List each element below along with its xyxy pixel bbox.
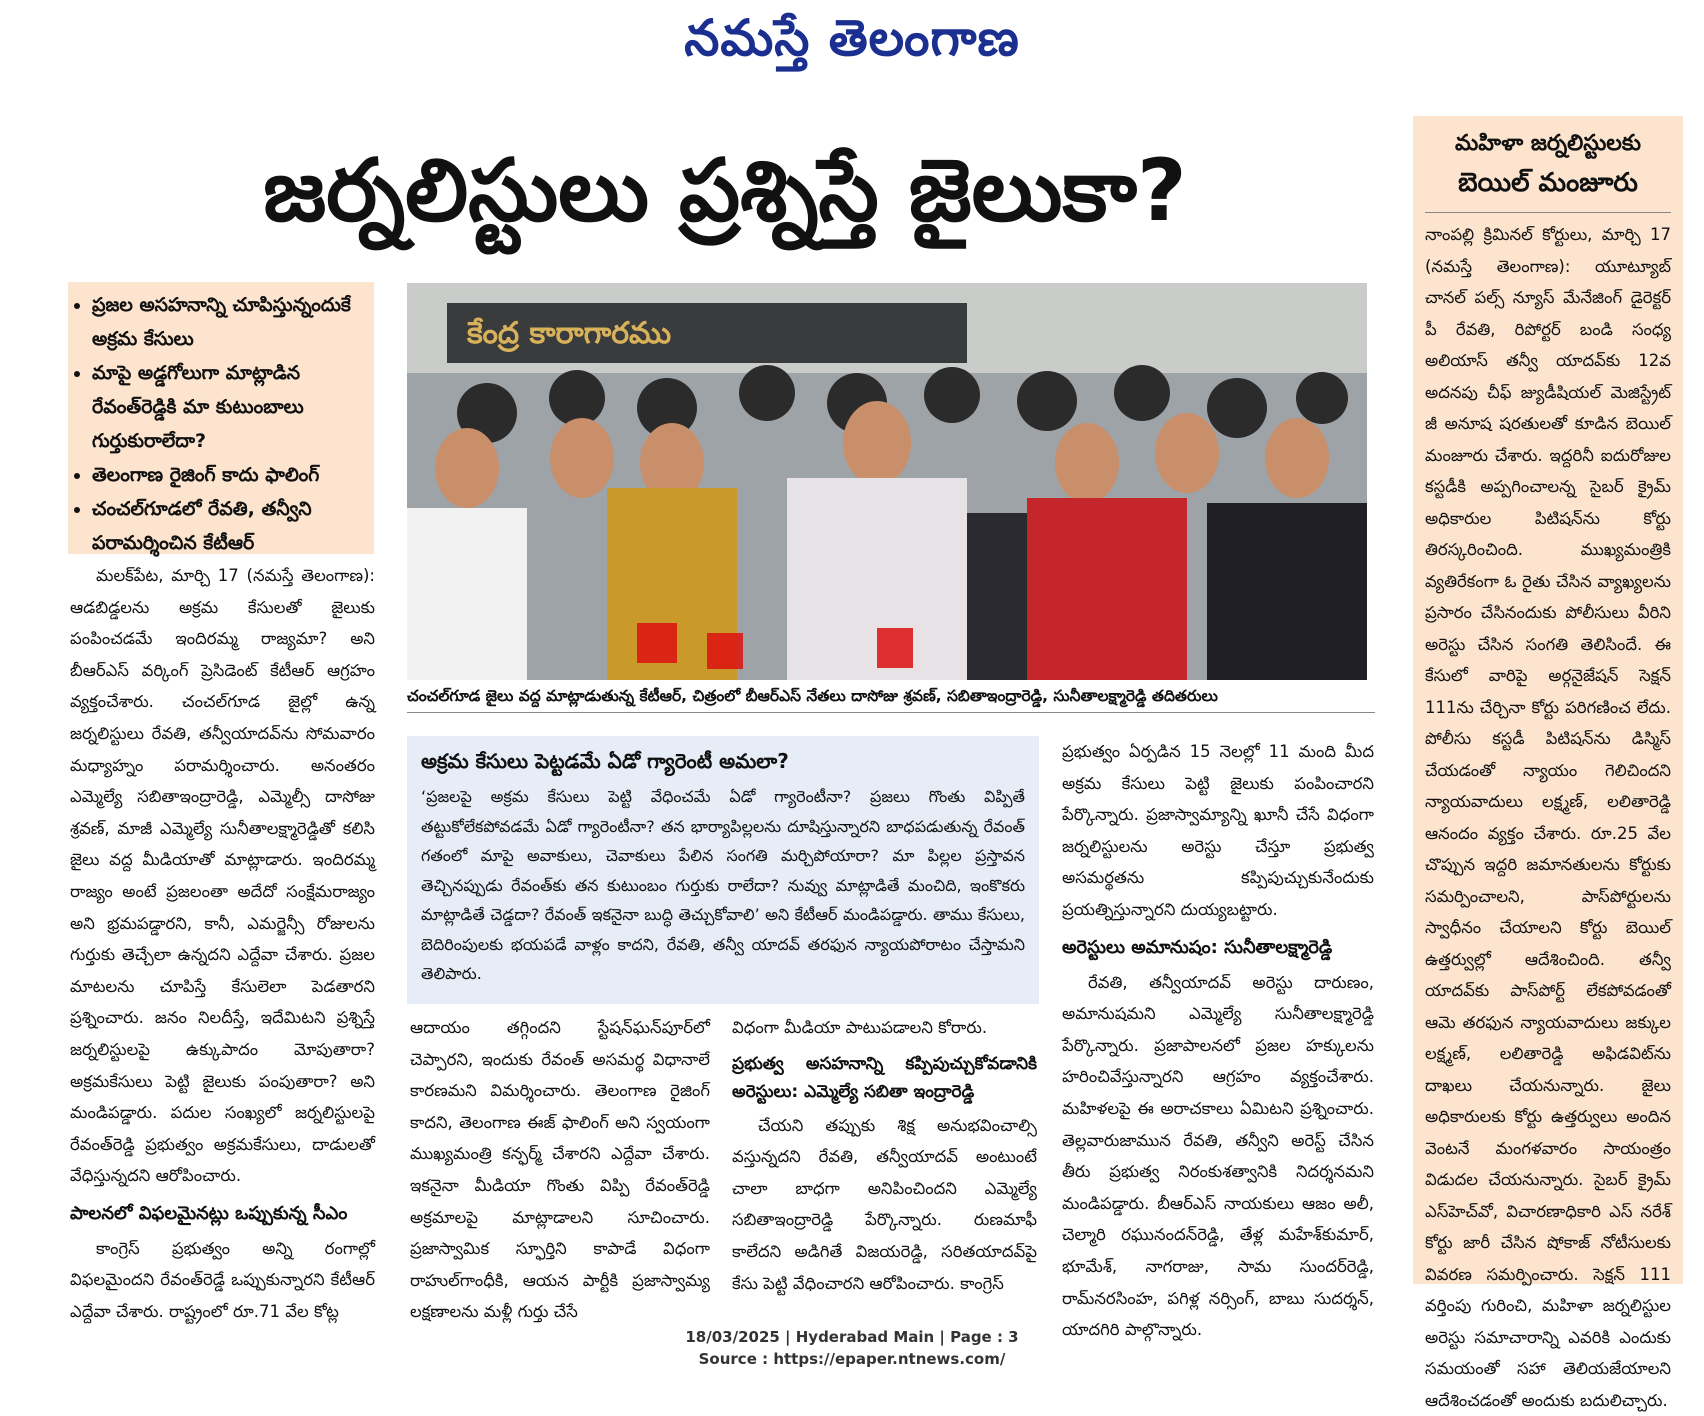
article-subhead: అరెస్టులు అమానుషం: సునీతాలక్ష్మారెడ్డి bbox=[1062, 936, 1333, 958]
article-column-1 bbox=[70, 560, 375, 1322]
photo-caption: చంచల్‌గూడ జైలు వద్ద మాట్లాడుతున్న కేటీఆర్, చిత్రంలో బీఆర్‌ఎస్ నేతలు దాసోజు శ్రవణ్, సబితాఇంద్రారెడ్డి, సునీతాలక్ష్మారెడ్డి తదితరులు bbox=[407, 687, 1218, 705]
sidebar-article bbox=[1413, 116, 1683, 1410]
highlights-list bbox=[76, 288, 366, 560]
newspaper-masthead: నమస్తే తెలంగాణ bbox=[684, 8, 1020, 67]
article-column-4 bbox=[1062, 736, 1374, 1340]
photo-illustration bbox=[407, 283, 1367, 680]
article-paragraph: మలక్‌పేట, మార్చి 17 (నమస్తే తెలంగాణ): ఆడబిడ్డలను అక్రమ కేసులతో జైలుకు పంపించడమే ఇందిరమ్మ రాజ్యమా? అని బీఆర్‌ఎస్ వర్కింగ్ ప్రెసిడెంట్ కేటీఆర్ ఆగ్రహం వ్యక్తంచేశారు. చంచల్‌గూడ జైల్లో ఉన్న జర్నలిస్టులు రేవతి, తన్వీయాదవ్‌ను సోమవారం మధ్యాహ్నం పరామర్శించారు. అనంతరం ఎమ్మెల్యే సబితాఇంద్రారెడ్డి, ఎమ్మెల్సీ దాసోజు శ్రవణ్, మాజీ ఎమ్మెల్యే సునీతాలక్ష్మారెడ్డితో కలిసి జైలు వద్ద మీడియాతో మాట్లాడారు. ఇందిరమ్మ రాజ్యం అంటే ప్రజలంతా అదేదో సంక్షేమరాజ్యం అని భ్రమపడ్డారని, కానీ, ఎమర్జెన్సీ రోజులను గుర్తుకు తెచ్చేలా ఉన్నదని ఎద్దేవా చేశారు. ప్రజల మాటలను చూపిస్తే కేసులెలా పెడతారని ప్రశ్నించారు. జనం నిలదీస్తే, ఇదేమిటని ప్రశ్నిస్తే జర్నలిస్టులపై ఉక్కుపాదం మోపుతారా? అక్రమకేసులు పెట్టి జైలుకు పంపుతారా? అని మండిపడ్డారు. పదుల సంఖ్యలో జర్నలిస్టులపై రేవంత్‌రెడ్డి ప్రభుత్వం అక్రమకేసులు, దాడులతో వేధిస్తున్నదని ఆరోపించారు. bbox=[70, 566, 375, 1186]
article-paragraph: కాంగ్రెస్ ప్రభుత్వం అన్ని రంగాల్లో విఫలమైందని రేవంత్‌రెడ్డే ఒప్పుకున్నారని కేటీఆర్ ఎద్దేవా చేశారు. రాష్ట్రంలో రూ.71 వేల కోట్ల bbox=[70, 1238, 375, 1322]
caption-divider bbox=[407, 712, 1375, 713]
highlight-item: • తెలంగాణ రైజింగ్ కాదు ఫాలింగ్ bbox=[92, 458, 366, 492]
quote-box bbox=[407, 736, 1039, 1004]
page-footer bbox=[0, 1326, 1704, 1370]
highlight-item: • ప్రజల అసహనాన్ని చూపిస్తున్నందుకే అక్రమ కేసులు bbox=[92, 288, 366, 356]
sidebar-heading-2: బెయిల్ మంజూరు bbox=[1458, 168, 1638, 198]
footer-date-edition: 18/03/2025 | Hyderabad Main | Page : 3 bbox=[685, 1328, 1019, 1346]
quote-box-title: అక్రమ కేసులు పెట్టడమే ఏడో గ్యారెంటీ అమలా? bbox=[421, 749, 789, 773]
highlight-item: • మాపై అడ్డగోలుగా మాట్లాడిన రేవంత్‌రెడ్డికి మా కుటుంబాలు గుర్తుకురాలేదా? bbox=[92, 356, 366, 458]
article-paragraph: రేవతి, తన్వీయాదవ్ అరెస్టు దారుణం, అమానుషమని ఎమ్మెల్యే సునీతాలక్ష్మారెడ్డి పేర్కొన్నారు. ప్రజాపాలనలో ప్రజల హక్కులను హరించివేస్తున్నారని ఆగ్రహం వ్యక్తంచేశారు. మహిళలపై ఈ అరాచకాలు ఏమిటని ప్రశ్నించారు. తెల్లవారుజామున రేవతి, తన్వీని అరెస్ట్ చేసిన తీరు ప్రభుత్వ నిరంకుశత్వానికి నిదర్శనమని మండిపడ్డారు. బీఆర్‌ఎస్ నాయకులు ఆజం అలీ, చెల్మారి రఘునందన్‌రెడ్డి, తేళ్ల మహేశ్‌కుమార్, భూమేశ్, నాగరాజు, సామ సుందర్‌రెడ్డి, రామ్‌నరసింహ, పగిళ్ల నర్సింగ్, బాబు సుదర్శన్, యాదగిరి పాల్గొన్నారు. bbox=[1062, 972, 1374, 1340]
highlights-box bbox=[68, 282, 374, 554]
article-paragraph: చేయని తప్పుకు శిక్ష అనుభవించాల్సి వస్తున్నదని రేవతి, తన్వీయాదవ్ అంటుంటే చాలా బాధగా అనిపించిందని ఎమ్మెల్యే సబితాఇంద్రారెడ్డి పేర్కొన్నారు. రుణమాఫీ కాలేదని అడిగితే విజయరెడ్డి, సరితయాదవ్‌పై కేసు పెట్టి వేధించారని ఆరోపించారు. కాంగ్రెస్ bbox=[732, 1115, 1037, 1293]
article-column-3 bbox=[732, 1012, 1037, 1302]
sidebar-divider bbox=[1425, 212, 1671, 213]
main-headline: జర్నలిస్టులు ప్రశ్నిస్తే జైలుకా? bbox=[263, 141, 1187, 241]
article-column-2 bbox=[410, 1012, 710, 1322]
article-subhead: పాలనలో విఫలమైనట్లు ఒప్పుకున్న సీఎం bbox=[70, 1202, 348, 1224]
quote-box-text: ‘ప్రజలపై అక్రమ కేసులు పెట్టి వేధించమే ఏడో గ్యారెంటీనా? ప్రజలు గొంతు విప్పితే తట్టుకోలేకపోవడమే ఏడో గ్యారెంటీనా? తన భార్యాపిల్లలను దూషిస్తున్నారని బాధపడుతున్న రేవంత్ గతంలో మాపై అవాకులు, చెవాకులు పేలిన సంగతి మర్చిపోయారా? మా పిల్లల ప్రస్తావన తెచ్చినప్పుడు రేవంత్‌కు తన కుటుంబం గుర్తుకు రాలేదా? నువ్వు మాట్లాడితే మంచిది, ఇంకొకరు మాట్లాడితే చెడ్డదా? రేవంత్ ఇకనైనా బుద్ధి తెచ్చుకోవాలి’ అని కేటీఆర్ మండిపడ్డారు. తాము కేసులు, బెదిరింపులకు భయపడే వాళ్లం కాదని, రేవతి, తన్వీ యాదవ్ తరఫున న్యాయపోరాటం చేస్తామని తెలిపారు. bbox=[421, 787, 1025, 983]
article-paragraph: విధంగా మీడియా పాటుపడాలని కోరారు. bbox=[732, 1018, 988, 1037]
highlight-item: • చంచల్‌గూడలో రేవతి, తన్వీని పరామర్శించిన కేటీఆర్ bbox=[92, 492, 366, 560]
footer-source: Source : https://epaper.ntnews.com/ bbox=[698, 1350, 1006, 1368]
news-photo bbox=[407, 283, 1367, 680]
jail-sign-text: కేంద్ర కారాగారము bbox=[467, 316, 672, 351]
sidebar-heading-1: మహిళా జర్నలిస్టులకు bbox=[1454, 131, 1642, 156]
article-paragraph: ఆదాయం తగ్గిందని స్టేషన్‌ఘన్‌పూర్‌లో చెప్పారని, ఇందుకు రేవంత్ అసమర్థ విధానాలే కారణమని విమర్శించారు. తెలంగాణ రైజింగ్ కాదని, తెలంగాణ ఈజ్ ఫాలింగ్ అని స్వయంగా ముఖ్యమంత్రి కన్ఫర్మ్ చేశారని ఎద్దేవా చేశారు. ఇకనైనా మీడియా గొంతు విప్పి రేవంత్‌రెడ్డి అక్రమాలపై మాట్లాడాలని సూచించారు. ప్రజాస్వామిక స్ఫూర్తిని కాపాడే విధంగా రాహుల్‌గాంధీకి, ఆయన పార్టీకి ప్రజాస్వామ్య లక్షణాలను మళ్లీ గుర్తు చేసే bbox=[410, 1018, 710, 1322]
article-subhead: ప్రభుత్వ అసహనాన్ని కప్పిపుచ్చుకోవడానికి అరెస్టులు: ఎమ్మెల్యే సబితా ఇంద్రారెడ్డి bbox=[732, 1053, 1037, 1102]
article-paragraph: ప్రభుత్వం ఏర్పడిన 15 నెలల్లో 11 మంది మీద అక్రమ కేసులు పెట్టి జైలుకు పంపించారని పేర్కొన్నారు. ప్రజాస్వామ్యాన్ని ఖూనీ చేసే విధంగా జర్నలిస్టులను అరెస్టు చేస్తూ ప్రభుత్వ అసమర్థతను కప్పిపుచ్చుకునేందుకు ప్రయత్నిస్తున్నారని దుయ్యబట్టారు. bbox=[1062, 742, 1374, 919]
sidebar-text: నాంపల్లి క్రిమినల్ కోర్టులు, మార్చి 17 (నమస్తే తెలంగాణ): యూట్యూబ్ చానల్ పల్స్ న్యూస్ మేనేజింగ్ డైరెక్టర్ పీ రేవతి, రిపోర్టర్ బండి సంధ్య అలియాస్ తన్వీ యాదవ్‌కు 12వ అదనపు చీఫ్ జ్యుడీషియల్ మెజిస్ట్రేట్ జీ అనూష షరతులతో కూడిన బెయిల్ మంజూరు చేశారు. ఇద్దరినీ ఐదురోజుల కస్టడీకి అప్పగించాలన్న సైబర్ క్రైమ్ అధికారుల పిటిషన్‌ను కోర్టు తిరస్కరించింది. ముఖ్యమంత్రికి వ్యతిరేకంగా ఓ రైతు చేసిన వ్యాఖ్యలను ప్రసారం చేసినందుకు పోలీసులు వీరిని అరెస్టు చేసిన సంగతి తెలిసిందే. ఈ కేసులో వారిపై అర్గనైజేషన్ సెక్షన్ 111ను చేర్చినా కోర్టు పరిగణించ లేదు. పోలీసు కస్టడీ పిటిషన్‌ను డిస్మిస్ చేయడంతో న్యాయం గెలిచిందని న్యాయవాదులు లక్ష్మణ్, లలితారెడ్డి ఆనందం వ్యక్తం చేశారు. రూ.25 వేల చొప్పున ఇద్దరి జమానతులను కోర్టుకు సమర్పించాలని, పాస్‌పోర్టులను స్వాధీనం చేయాలని కోర్టు బెయిల్ ఉత్తర్వుల్లో ఆదేశించింది. తన్వీ యాదవ్‌కు పాస్‌పోర్ట్ లేకపోవడంతో ఆమె తరఫున న్యాయవాదులు జక్కుల లక్ష్మణ్, లలితారెడ్డి అఫిడవిట్‌ను దాఖలు చేయనున్నారు. జైలు అధికారులకు కోర్టు ఉత్తర్వులు అందిన వెంటనే మంగళవారం సాయంత్రం విడుదల చేయనున్నారు. సైబర్ క్రైమ్ ఎస్‌హెచ్‌వో, విచారణాధికారి ఎస్ నరేశ్ కోర్టు జారీ చేసిన షోకాజ్ నోటీసులకు వివరణ సమర్పించారు. సెక్షన్ 111 వర్తింపు గురించి, మహిళా జర్నలిస్టుల అరెస్టు సమాచారాన్ని ఎవరికి ఎందుకు సమయంతో సహా తెలియజేయాలని ఆదేశించడంతో అందుకు బదులిచ్చారు. bbox=[1425, 225, 1671, 1410]
